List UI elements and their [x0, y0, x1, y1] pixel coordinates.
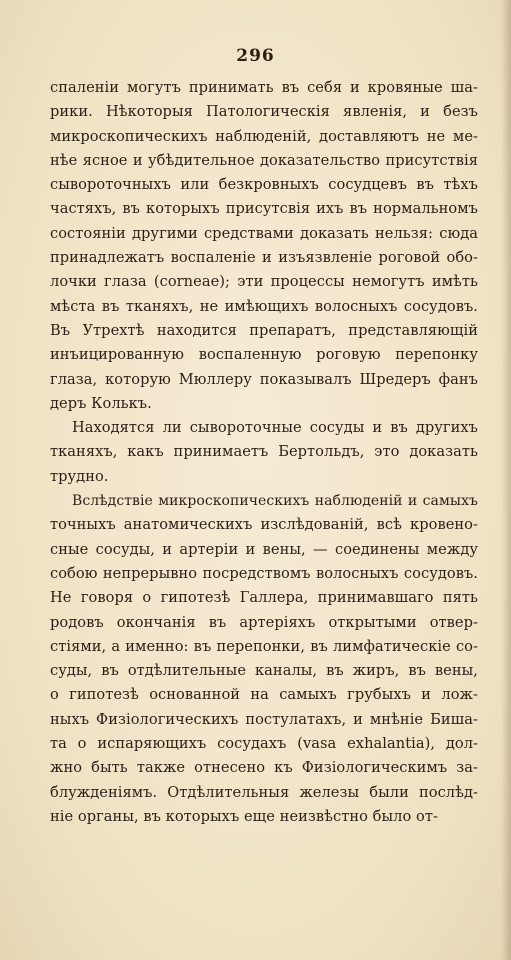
text-line: принадлежатъ воспаленіе и изъязвленіе роговой обо-: [50, 249, 478, 267]
text-line: родовъ окончанія въ артеріяхъ открытыми отвер-: [50, 613, 478, 631]
text-line: состояніи другими средствами доказать нельзя: сюда: [50, 224, 478, 242]
text-line: мѣста въ тканяхъ, не имѣющихъ волосныхъ сосудовъ.: [50, 297, 478, 315]
text-line: жно быть также отнесено къ Физіологическимъ за-: [50, 759, 478, 777]
text-line: точныхъ анатомическихъ изслѣдованій, всѣ кровено-: [50, 516, 478, 534]
text-line: собою непрерывно посредствомъ волосныхъ сосудовъ.: [50, 564, 478, 582]
page-number: 296: [236, 46, 275, 66]
text-line: ныхъ Физіологическихъ постулатахъ, и мнѣніе Биша-: [50, 710, 478, 728]
text-line: та о испаряющихъ сосудахъ (vasa exhalantia), дол-: [50, 735, 478, 753]
text-line: суды, въ отдѣлительные каналы, въ жиръ, въ вены,: [50, 662, 478, 680]
text-line: Въ Утрехтѣ находится препаратъ, представляющій: [50, 321, 478, 339]
text-line: тканяхъ, какъ принимаетъ Бертольдъ, это доказать: [50, 443, 478, 461]
paragraph-3: [50, 489, 478, 829]
paragraph-2: [50, 416, 478, 489]
text-line: трудно.: [50, 467, 109, 485]
text-line: микроскопическихъ наблюденій, доставляютъ не ме-: [50, 127, 478, 145]
text-line: деръ Колькъ.: [50, 394, 152, 412]
text-line: нѣе ясное и убѣдительное доказательство присутствія: [50, 151, 478, 169]
text-line: частяхъ, въ которыхъ присутсвія ихъ въ нормальномъ: [50, 200, 478, 218]
text-line: Вслѣдствіе микроскопическихъ наблюденій и самыхъ: [72, 493, 478, 510]
text-line: сывороточныхъ или безкровныхъ сосудцевъ въ тѣхъ: [50, 176, 478, 194]
page-edge-shadow: [501, 0, 511, 960]
text-line: сные сосуды, и артеріи и вены, — соединены между: [50, 540, 478, 558]
body-text: [50, 76, 478, 829]
text-line: лочки глаза (corneae); эти процессы немогутъ имѣть: [50, 273, 478, 291]
text-line: спаленіи могутъ принимать въ себя и кровяные ша-: [50, 79, 478, 96]
text-line: рики. Нѣкоторыя Патологическія явленія, и безъ: [50, 103, 478, 121]
text-line: о гипотезѣ основанной на самыхъ грубыхъ и лож-: [50, 686, 478, 704]
text-line: ніе органы, въ которыхъ еще неизвѣстно было от-: [50, 807, 438, 825]
text-line: Не говоря о гипотезѣ Галлера, принимавшаго пять: [50, 589, 478, 607]
text-line: стіями, а именно: въ перепонки, въ лимфатическіе со-: [50, 637, 478, 655]
text-line: глаза, которую Мюллеру показывалъ Шредеръ фанъ: [50, 370, 478, 388]
text-line: блужденіямъ. Отдѣлительныя железы были послѣд-: [50, 783, 478, 801]
text-line: инъицированную воспаленную роговую перепонку: [50, 346, 478, 364]
text-line: Находятся ли сывороточные сосуды и въ другихъ: [72, 419, 478, 437]
paragraph-1: [50, 76, 478, 416]
